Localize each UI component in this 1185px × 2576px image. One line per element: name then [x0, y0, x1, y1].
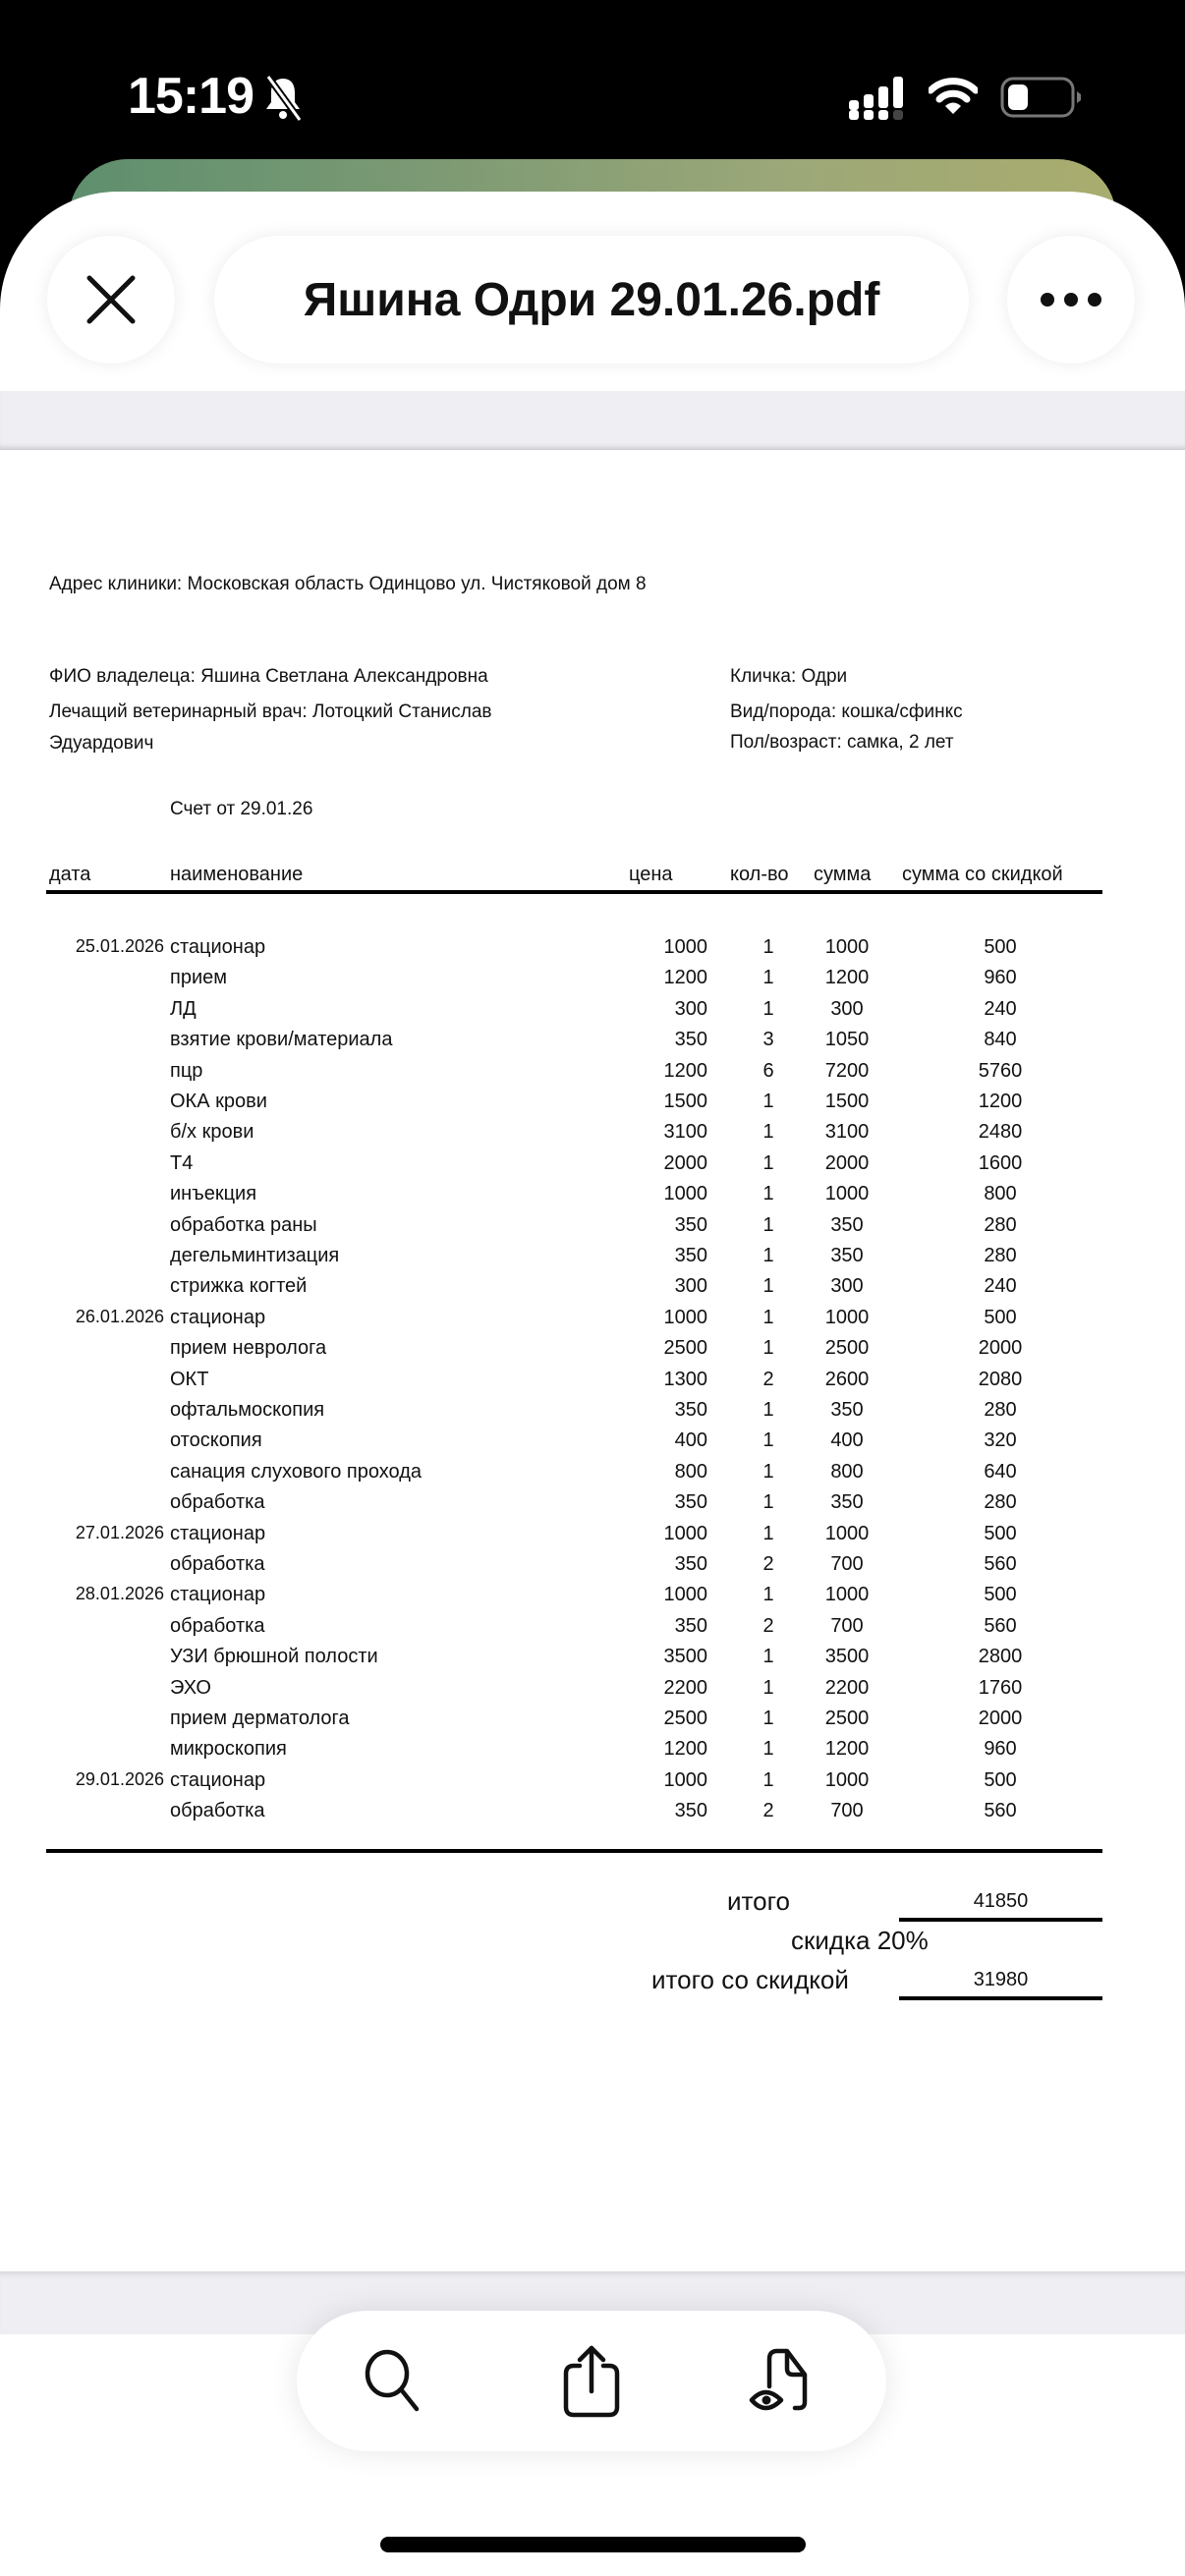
battery-icon	[1000, 77, 1081, 118]
table-row	[0, 1245, 1185, 1275]
row-sum: 700	[830, 1553, 864, 1575]
table-row	[0, 998, 1185, 1029]
row-sum: 2600	[824, 1368, 870, 1390]
table-row	[0, 1677, 1185, 1708]
table-row	[0, 1523, 1185, 1553]
row-name: ЛД	[170, 997, 197, 1020]
table-row	[0, 1214, 1185, 1245]
table-row	[0, 1429, 1185, 1460]
row-qty: 1	[762, 1708, 774, 1729]
row-price: 1000	[663, 1306, 707, 1328]
close-icon	[84, 272, 139, 327]
row-sum: 350	[830, 1491, 864, 1514]
row-discounted-sum: 500	[984, 1522, 1017, 1544]
row-sum: 2500	[824, 1708, 870, 1729]
row-qty: 1	[762, 1429, 774, 1452]
row-qty: 6	[762, 1059, 774, 1082]
ellipsis-icon	[1040, 292, 1102, 308]
row-sum: 1500	[824, 1091, 870, 1112]
row-sum: 1050	[824, 1029, 870, 1051]
row-price: 1500	[663, 1091, 707, 1112]
row-name: инъекция	[170, 1183, 257, 1205]
row-name: УЗИ брюшной полости	[170, 1646, 378, 1668]
row-sum: 400	[830, 1429, 864, 1452]
row-qty: 1	[762, 1245, 774, 1266]
row-discounted-sum: 2800	[978, 1646, 1023, 1668]
row-qty: 1	[762, 1121, 774, 1144]
row-discounted-sum: 2000	[978, 1708, 1023, 1729]
row-sum: 1000	[824, 1768, 870, 1791]
row-discounted-sum: 500	[984, 1306, 1017, 1328]
total-label: итого	[727, 1886, 790, 1916]
row-sum: 2000	[824, 1151, 870, 1174]
row-qty: 1	[762, 1399, 774, 1421]
total-value: 41850	[973, 1890, 1029, 1912]
wifi-icon	[929, 77, 978, 116]
row-sum: 300	[830, 1275, 864, 1298]
page-gap-top	[0, 391, 1185, 450]
search-icon	[362, 2348, 424, 2415]
discounted-total-label: итого со скидкой	[651, 1965, 849, 1994]
table-row	[0, 1337, 1185, 1368]
row-qty: 1	[762, 1646, 774, 1668]
row-date: 27.01.2026	[75, 1522, 164, 1542]
row-qty: 1	[762, 1768, 774, 1791]
row-discounted-sum: 1200	[978, 1091, 1023, 1112]
table-row	[0, 1307, 1185, 1337]
row-qty: 1	[762, 1738, 774, 1761]
row-discounted-sum: 500	[984, 936, 1017, 958]
row-discounted-sum: 1600	[978, 1151, 1023, 1174]
col-header-price: цена	[629, 864, 673, 885]
table-row	[0, 1399, 1185, 1429]
row-name: обработка	[170, 1800, 265, 1822]
row-price: 1000	[663, 1768, 707, 1791]
row-name: обработка	[170, 1553, 265, 1575]
row-sum: 2200	[824, 1676, 870, 1699]
row-sum: 700	[830, 1614, 864, 1637]
total-underline	[899, 1918, 1102, 1922]
table-header-rule	[46, 890, 1102, 894]
row-sum: 1200	[824, 1738, 870, 1761]
row-price: 2500	[663, 1337, 707, 1360]
vet-name-line1: Лечащий ветеринарный врач: Лотоцкий Станислав	[49, 701, 492, 722]
row-date: 26.01.2026	[75, 1306, 164, 1326]
row-sum: 1000	[824, 1183, 870, 1205]
row-date: 29.01.2026	[75, 1768, 164, 1789]
table-row	[0, 1708, 1185, 1738]
row-qty: 2	[762, 1800, 774, 1822]
pet-sex-age: Пол/возраст: самка, 2 лет	[730, 732, 954, 753]
row-price: 350	[674, 1213, 707, 1236]
row-name: ОКТ	[170, 1368, 209, 1390]
row-qty: 1	[762, 1522, 774, 1544]
table-row	[0, 1769, 1185, 1800]
table-row	[0, 1152, 1185, 1183]
row-discounted-sum: 2080	[978, 1368, 1023, 1390]
row-sum: 800	[830, 1460, 864, 1483]
table-row	[0, 1738, 1185, 1768]
row-qty: 1	[762, 1460, 774, 1483]
row-sum: 2500	[824, 1337, 870, 1360]
row-discounted-sum: 500	[984, 1584, 1017, 1606]
row-discounted-sum: 280	[984, 1245, 1017, 1266]
row-qty: 1	[762, 1584, 774, 1606]
row-price: 800	[674, 1460, 707, 1483]
row-discounted-sum: 240	[984, 1275, 1017, 1298]
row-sum: 700	[830, 1800, 864, 1822]
row-price: 400	[674, 1429, 707, 1452]
row-sum: 1000	[824, 1584, 870, 1606]
row-sum: 7200	[824, 1059, 870, 1082]
row-discounted-sum: 960	[984, 1738, 1017, 1761]
pet-name: Кличка: Одри	[730, 666, 848, 687]
row-sum: 300	[830, 997, 864, 1020]
row-name: ОКА крови	[170, 1091, 267, 1112]
table-row	[0, 1121, 1185, 1151]
row-name: стационар	[170, 1306, 266, 1328]
table-row	[0, 1060, 1185, 1091]
row-discounted-sum: 2480	[978, 1121, 1023, 1144]
table-bottom-rule	[46, 1849, 1102, 1853]
clinic-address: Адрес клиники: Московская область Одинцово ул. Чистяковой дом 8	[49, 574, 647, 594]
row-price: 1200	[663, 1059, 707, 1082]
row-price: 2200	[663, 1676, 707, 1699]
row-name: санация слухового прохода	[170, 1460, 423, 1483]
row-discounted-sum: 2000	[978, 1337, 1023, 1360]
cellular-signal-icon	[849, 77, 906, 120]
col-header-name: наименование	[170, 864, 304, 885]
table-row	[0, 1029, 1185, 1059]
row-price: 1200	[663, 1738, 707, 1761]
row-discounted-sum: 500	[984, 1768, 1017, 1791]
row-price: 350	[674, 1553, 707, 1575]
row-discounted-sum: 560	[984, 1614, 1017, 1637]
row-date: 25.01.2026	[75, 936, 164, 956]
row-price: 1000	[663, 1183, 707, 1205]
share-icon	[560, 2344, 623, 2419]
row-qty: 1	[762, 1275, 774, 1298]
row-sum: 1000	[824, 936, 870, 958]
row-qty: 2	[762, 1614, 774, 1637]
row-discounted-sum: 560	[984, 1800, 1017, 1822]
row-sum: 3100	[824, 1121, 870, 1144]
row-discounted-sum: 560	[984, 1553, 1017, 1575]
row-name: стационар	[170, 1584, 266, 1606]
row-name: стационар	[170, 936, 266, 958]
table-row	[0, 1275, 1185, 1306]
row-name: обработка раны	[170, 1213, 317, 1236]
col-header-qty: кол-во	[730, 864, 789, 885]
table-row	[0, 1800, 1185, 1830]
row-discounted-sum: 5760	[978, 1059, 1023, 1082]
row-qty: 1	[762, 1151, 774, 1174]
row-qty: 1	[762, 1676, 774, 1699]
row-name: пцр	[170, 1059, 203, 1082]
row-qty: 1	[762, 1213, 774, 1236]
row-discounted-sum: 840	[984, 1029, 1017, 1051]
status-bar	[0, 0, 1185, 157]
table-row	[0, 1091, 1185, 1121]
row-qty: 1	[762, 1306, 774, 1328]
pdf-page[interactable]	[0, 450, 1185, 2271]
home-indicator[interactable]	[380, 2537, 806, 2552]
table-row	[0, 1461, 1185, 1491]
row-name: стационар	[170, 1522, 266, 1544]
bottom-toolbar	[297, 2311, 886, 2451]
row-discounted-sum: 1760	[978, 1676, 1023, 1699]
row-qty: 1	[762, 1491, 774, 1514]
row-name: микроскопия	[170, 1738, 287, 1761]
row-price: 1000	[663, 1584, 707, 1606]
row-qty: 2	[762, 1553, 774, 1575]
row-discounted-sum: 960	[984, 967, 1017, 989]
row-name: отоскопия	[170, 1429, 262, 1452]
document-title-pill[interactable]	[214, 236, 969, 364]
row-price: 350	[674, 1800, 707, 1822]
row-name: б/х крови	[170, 1121, 254, 1144]
row-name: стационар	[170, 1768, 266, 1791]
row-name: офтальмоскопия	[170, 1399, 325, 1421]
row-price: 1000	[663, 1522, 707, 1544]
row-qty: 1	[762, 1183, 774, 1205]
col-header-date: дата	[49, 864, 91, 885]
row-price: 300	[674, 1275, 707, 1298]
document-eye-icon	[748, 2345, 817, 2418]
share-button[interactable]	[550, 2340, 633, 2423]
row-discounted-sum: 280	[984, 1213, 1017, 1236]
row-sum: 350	[830, 1399, 864, 1421]
row-name: обработка	[170, 1614, 265, 1637]
row-discounted-sum: 240	[984, 997, 1017, 1020]
close-button[interactable]	[47, 236, 175, 364]
row-qty: 1	[762, 967, 774, 989]
row-price: 3100	[663, 1121, 707, 1144]
row-sum: 1000	[824, 1306, 870, 1328]
row-price: 350	[674, 1029, 707, 1051]
invoice-title: Счет от 29.01.26	[170, 799, 313, 819]
row-date: 28.01.2026	[75, 1584, 164, 1604]
table-row	[0, 1553, 1185, 1584]
document-preview-button[interactable]	[741, 2340, 823, 2423]
discount-label: скидка 20%	[791, 1926, 929, 1955]
col-header-discounted: сумма со скидкой	[902, 864, 1063, 885]
row-sum: 3500	[824, 1646, 870, 1668]
row-qty: 1	[762, 1337, 774, 1360]
row-price: 1200	[663, 967, 707, 989]
row-qty: 2	[762, 1368, 774, 1390]
row-price: 350	[674, 1614, 707, 1637]
table-row	[0, 967, 1185, 997]
row-name: ЭХО	[170, 1676, 211, 1699]
row-price: 350	[674, 1491, 707, 1514]
table-row	[0, 1615, 1185, 1646]
row-name: прием невролога	[170, 1337, 327, 1360]
col-header-sum: сумма	[814, 864, 872, 885]
row-discounted-sum: 800	[984, 1183, 1017, 1205]
row-price: 2000	[663, 1151, 707, 1174]
row-name: прием	[170, 967, 227, 989]
pet-species: Вид/порода: кошка/сфинкс	[730, 701, 963, 722]
row-discounted-sum: 280	[984, 1399, 1017, 1421]
silent-bell-icon	[260, 73, 306, 122]
row-discounted-sum: 640	[984, 1460, 1017, 1483]
row-price: 2500	[663, 1708, 707, 1729]
vet-name-line2: Эдуардович	[49, 733, 154, 754]
table-row	[0, 1646, 1185, 1676]
row-name: обработка	[170, 1491, 265, 1514]
row-name: стрижка когтей	[170, 1275, 308, 1298]
row-price: 300	[674, 997, 707, 1020]
row-sum: 350	[830, 1213, 864, 1236]
row-discounted-sum: 320	[984, 1429, 1017, 1452]
table-row	[0, 1369, 1185, 1399]
table-row	[0, 1584, 1185, 1614]
row-price: 350	[674, 1399, 707, 1421]
discounted-total-value: 31980	[973, 1969, 1029, 1990]
row-sum: 1200	[824, 967, 870, 989]
row-discounted-sum: 280	[984, 1491, 1017, 1514]
document-title: Яшина Одри 29.01.26.pdf	[303, 273, 880, 326]
row-qty: 3	[762, 1029, 774, 1051]
status-time: 15:19	[128, 68, 254, 125]
row-qty: 1	[762, 936, 774, 958]
row-name: взятие крови/материала	[170, 1029, 393, 1051]
row-qty: 1	[762, 1091, 774, 1112]
row-sum: 1000	[824, 1522, 870, 1544]
table-row	[0, 1491, 1185, 1522]
owner-name: ФИО владелеца: Яшина Светлана Александровна	[49, 666, 488, 687]
more-options-button[interactable]	[1007, 236, 1135, 364]
discounted-total-underline	[899, 1996, 1102, 2000]
row-qty: 1	[762, 997, 774, 1020]
row-name: Т4	[170, 1151, 194, 1174]
table-row	[0, 936, 1185, 967]
row-price: 350	[674, 1245, 707, 1266]
table-row	[0, 1183, 1185, 1213]
row-price: 3500	[663, 1646, 707, 1668]
search-button[interactable]	[352, 2340, 434, 2423]
row-price: 1000	[663, 936, 707, 958]
row-sum: 350	[830, 1245, 864, 1266]
row-name: прием дерматолога	[170, 1708, 350, 1729]
row-price: 1300	[663, 1368, 707, 1390]
row-name: дегельминтизация	[170, 1245, 340, 1266]
